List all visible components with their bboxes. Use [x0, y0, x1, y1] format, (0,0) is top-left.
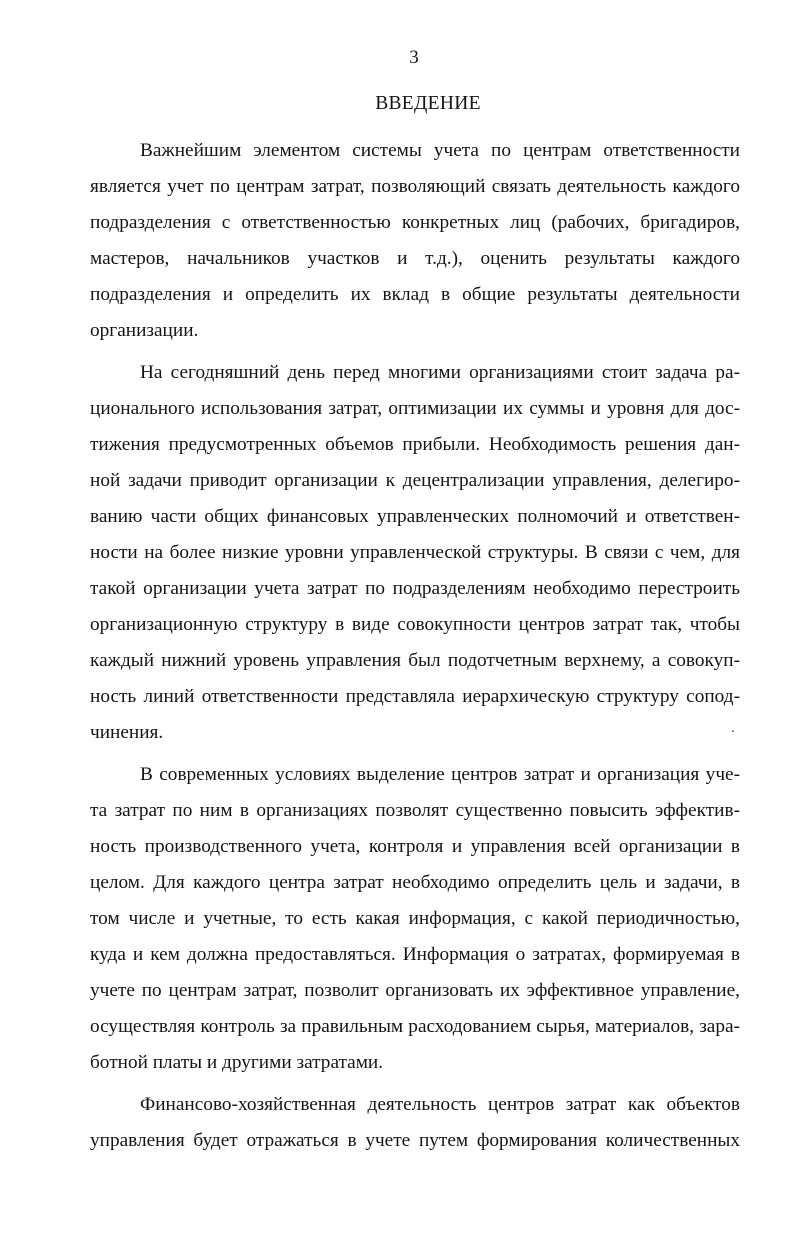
- text-line: ность линий ответственности представляла иерархическую структуру сопод-: [90, 686, 740, 707]
- scan-speck: [732, 730, 734, 732]
- text-line: управления будет отражаться в учете путем формирования количественных: [90, 1130, 740, 1151]
- paragraph-2: [90, 355, 740, 751]
- text-line: В современных условиях выделение центров затрат и организация уче-: [140, 764, 740, 785]
- text-line: организации.: [90, 320, 199, 341]
- text-line: та затрат по ним в организациях позволят существенно повысить эффектив-: [90, 800, 740, 821]
- text-line: куда и кем должна предоставляться. Информация о затратах, формируемая в: [90, 944, 740, 965]
- text-line: ционального использования затрат, оптимизации их суммы и уровня для дос-: [90, 398, 740, 419]
- text-line: Важнейшим элементом системы учета по центрам ответственности: [140, 140, 740, 161]
- text-line: является учет по центрам затрат, позволяющий связать деятельность каждого: [90, 176, 740, 197]
- text-line: том числе и учетные, то есть какая информация, с какой периодичностью,: [90, 908, 740, 929]
- text-line: Финансово-хозяйственная деятельность центров затрат как объектов: [140, 1094, 740, 1115]
- text-line: ной задачи приводит организации к децентрализации управления, делегиро-: [90, 470, 740, 491]
- text-line: чинения.: [90, 722, 164, 743]
- text-line: подразделения и определить их вклад в общие результаты деятельности: [90, 284, 740, 305]
- text-line: каждый нижний уровень управления был подотчетным верхнему, а совокуп-: [90, 650, 740, 671]
- text-line: осуществляя контроль за правильным расходованием сырья, материалов, зара-: [90, 1016, 740, 1037]
- text-line: тижения предусмотренных объемов прибыли. Необходимость решения дан-: [90, 434, 740, 455]
- text-line: На сегодняшний день перед многими организациями стоит задача ра-: [140, 362, 740, 383]
- page-number: 3: [409, 47, 419, 68]
- text-line: подразделения с ответственностью конкретных лиц (рабочих, бригадиров,: [90, 212, 740, 233]
- text-line: такой организации учета затрат по подразделениям необходимо перестроить: [90, 578, 740, 599]
- text-line: мастеров, начальников участков и т.д.), оценить результаты каждого: [90, 248, 740, 269]
- text-line: ванию части общих финансовых управленческих полномочий и ответствен-: [90, 506, 740, 527]
- text-line: организационную структуру в виде совокупности центров затрат так, чтобы: [90, 614, 740, 635]
- text-line: ность производственного учета, контроля и управления всей организации в: [90, 836, 740, 857]
- text-line: ботной платы и другими затратами.: [90, 1052, 384, 1073]
- text-line: учете по центрам затрат, позволит организовать их эффективное управление,: [90, 980, 740, 1001]
- section-heading: ВВЕДЕНИЕ: [375, 93, 481, 114]
- text-line: целом. Для каждого центра затрат необходимо определить цель и задачи, в: [90, 872, 740, 893]
- text-line: ности на более низкие уровни управленческой структуры. В связи с чем, для: [90, 542, 740, 563]
- paragraph-4: [90, 1087, 740, 1159]
- paragraph-3: [90, 757, 740, 1081]
- body-text: [90, 133, 740, 1159]
- paragraph-1: [90, 133, 740, 349]
